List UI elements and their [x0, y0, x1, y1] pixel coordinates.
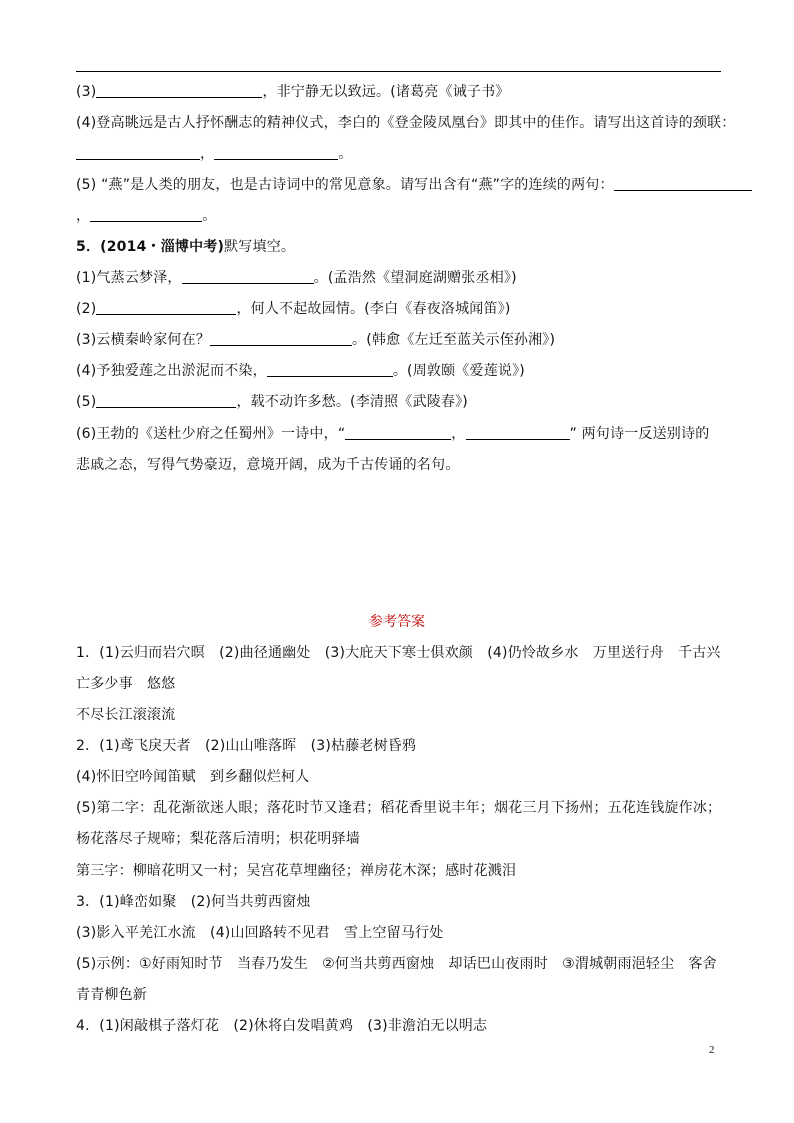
question-5-heading: 5．(2014・淄博中考)默写填空。	[76, 239, 296, 255]
answer-blank[interactable]	[96, 393, 236, 408]
answer-blank[interactable]	[96, 300, 236, 315]
answer-blank[interactable]	[96, 83, 262, 98]
question-5-1: (1)气蒸云梦泽， 。(孟浩然《望洞庭湖赠张丞相》)	[76, 270, 517, 286]
answer-blank[interactable]	[76, 145, 200, 160]
answer-blank[interactable]	[614, 176, 752, 191]
question-5-3: (3)云横秦岭家何在？ 。(韩愈《左迁至蓝关示侄孙湘》)	[76, 332, 556, 348]
answer-blank[interactable]	[182, 269, 314, 284]
answer-line: (3)影入平羌江水流 (4)山回路转不见君 雪上空留马行处	[76, 925, 444, 941]
question-5-6: (6)王勃的《送杜少府之任蜀州》一诗中，“ ， ” 两句诗一反送别诗的	[76, 426, 710, 442]
answer-line: 杨花落尽子规啼；梨花落后清明；枳花明驿墙	[76, 831, 360, 847]
answers-title: 参考答案	[369, 614, 425, 630]
page-number: 2	[709, 1044, 715, 1056]
answer-line: 青青柳色新	[76, 987, 147, 1003]
answer-line: 4．(1)闲敲棋子落灯花 (2)休将白发唱黄鸡 (3)非澹泊无以明志	[76, 1018, 488, 1034]
question-5-5: (5) ，载不动许多愁。(李清照《武陵春》)	[76, 394, 468, 410]
question-5-4: (4)予独爱莲之出淤泥而不染， 。(周敦颐《爱莲说》)	[76, 363, 525, 379]
answer-line: 3．(1)峰峦如聚 (2)何当共剪西窗烛	[76, 894, 311, 910]
answer-blank[interactable]	[90, 207, 202, 222]
question-5-6-cont: 悲戚之态，写得气势豪迈，意境开阔，成为千古传诵的名句。	[76, 457, 460, 473]
question-4-5: (5) “燕”是人类的朋友，也是古诗词中的常见意象。请写出含有“燕”字的连续的两句：	[76, 175, 752, 195]
answer-line: (5)示例：①好雨知时节 当春乃发生 ②何当共剪西窗烛 却话巴山夜雨时 ③渭城朝雨浥轻尘 客舍	[76, 956, 717, 972]
answer-line: 亡多少事 悠悠	[76, 676, 176, 692]
answer-line: (4)怀旧空吟闻笛赋 到乡翻似烂柯人	[76, 769, 310, 785]
answer-line: 第三字：柳暗花明又一村；吴宫花草埋幽径；禅房花木深；感时花溅泪	[76, 863, 517, 879]
answer-line: 不尽长江滚滚流	[76, 707, 176, 723]
answer-blank[interactable]	[214, 145, 338, 160]
answer-line: 1．(1)云归而岩穴暝 (2)曲径通幽处 (3)大庇天下寒士俱欢颜 (4)仍怜故乡水 万里送行舟 千古兴	[76, 645, 721, 661]
question-4-3: (3) ，非宁静无以致远。(诸葛亮《诫子书》	[76, 84, 510, 100]
question-5-2: (2) ，何人不起故园情。(李白《春夜洛城闻笛》)	[76, 301, 511, 317]
header-rule	[76, 71, 721, 72]
question-4-4: (4)登高眺远是古人抒怀酬志的精神仪式，李白的《登金陵凤凰台》即其中的佳作。请写出这首诗的颈联：	[76, 115, 736, 131]
answer-blank[interactable]	[267, 362, 393, 377]
answer-line: (5)第二字：乱花渐欲迷人眼；落花时节又逢君；稻花香里说丰年；烟花三月下扬州；五花连钱旋作冰；	[76, 800, 722, 816]
question-4-4-blanks: ， 。	[76, 144, 352, 164]
answer-line: 2．(1)鸢飞戾天者 (2)山山唯落晖 (3)枯藤老树昏鸦	[76, 738, 417, 754]
question-4-5-blanks: ， 。	[76, 208, 217, 224]
answer-blank[interactable]	[345, 425, 451, 440]
answer-blank[interactable]	[210, 331, 352, 346]
answer-blank[interactable]	[466, 425, 570, 440]
